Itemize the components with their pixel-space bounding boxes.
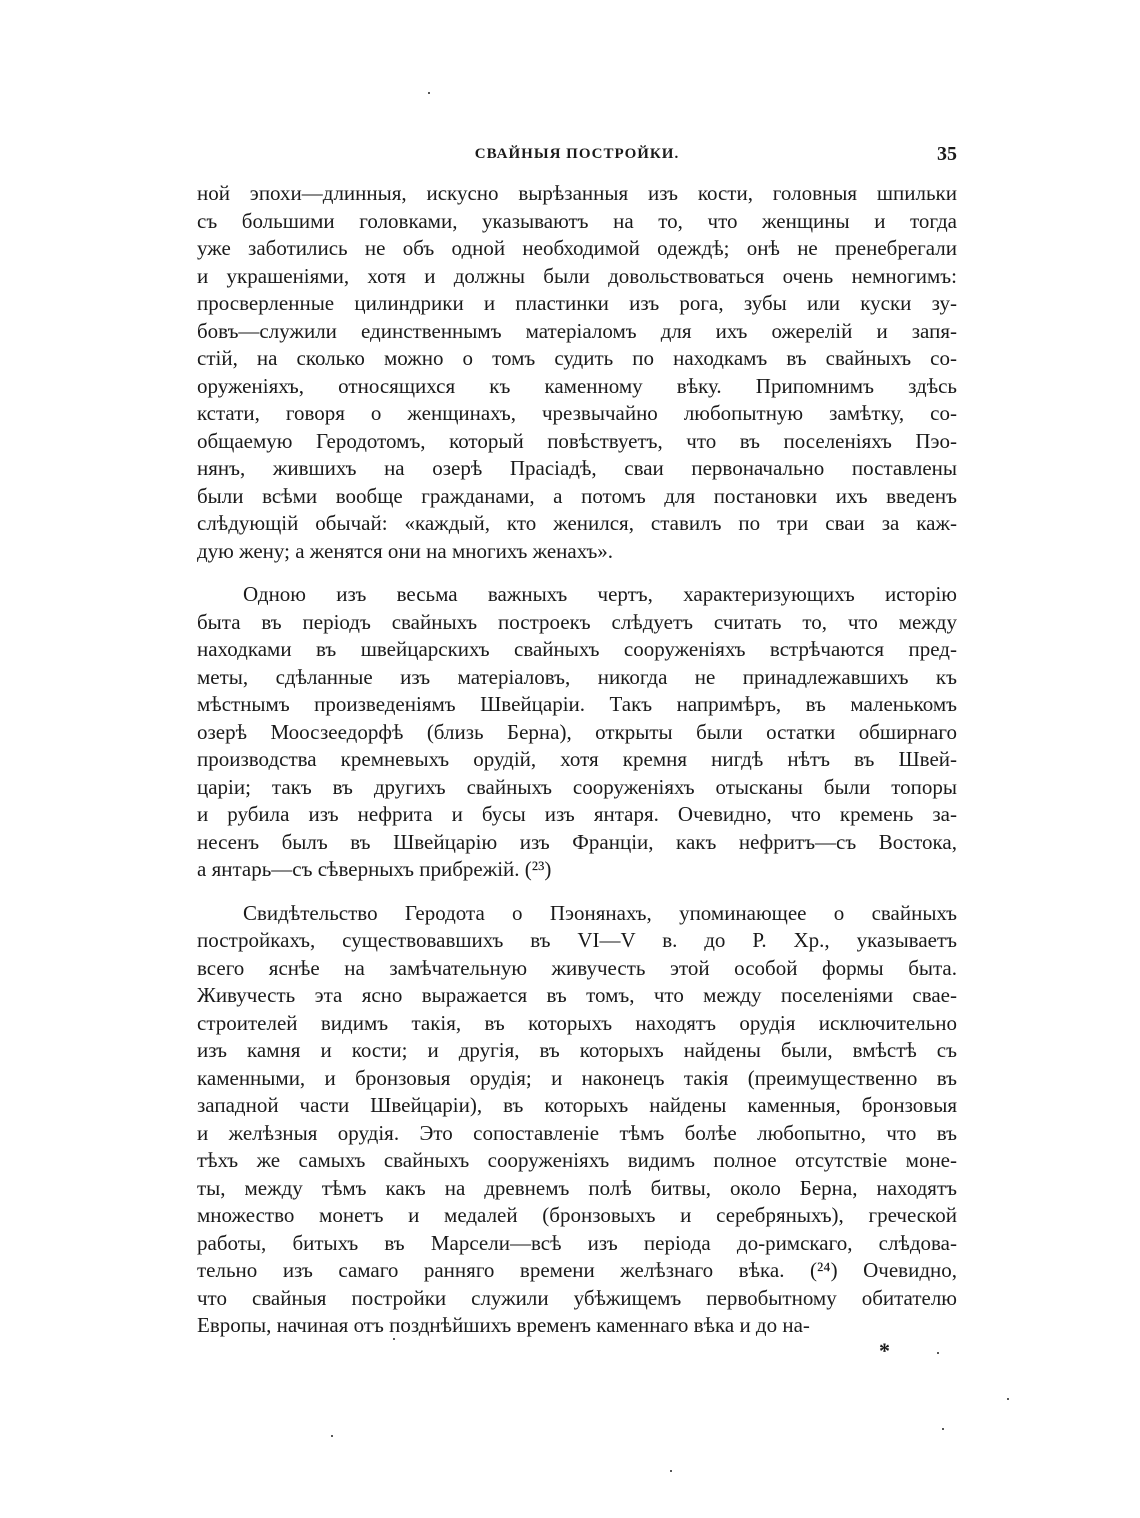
text-line: и украшеніями, хотя и должны были довольствоваться очень немногимъ:	[197, 263, 957, 288]
text-line: Живучесть эта ясно выражается въ томъ, что между поселеніями свае-	[197, 983, 957, 1007]
text-line: тѣхъ же самыхъ свайныхъ сооруженіяхъ видимъ полное отсутствіе моне-	[197, 1148, 957, 1172]
text-line: множество монетъ и медалей (бронзовыхъ и серебряныхъ), греческой	[197, 1203, 957, 1227]
text-line: Европы, начиная отъ позднѣйшихъ временъ каменнаго вѣка и до на-	[197, 1313, 810, 1337]
text-line: оруженіяхъ, относящихся къ каменному вѣку. Припомнимъ здѣсь	[197, 373, 957, 398]
text-line: всего яснѣе на замѣчательную живучесть этой особой формы быта.	[197, 955, 957, 980]
text-line: мѣстнымъ произведеніямъ Швейцаріи. Такъ напримѣръ, въ маленькомъ	[197, 692, 957, 716]
running-title: СВАЙНЫЯ ПОСТРОЙКИ.	[474, 146, 680, 162]
text-line: строителей видимъ такія, въ которыхъ находятъ орудія исключительно	[197, 1010, 957, 1035]
page-number: 35	[937, 143, 957, 165]
text-line: ной эпохи—длинныя, искусно вырѣзанныя изъ кости, головныя шпильки	[197, 181, 957, 205]
text-line: работы, битыхъ въ Марсели—всѣ изъ періода до-римскаго, слѣдова-	[197, 1230, 957, 1255]
text-line: просверленные цилиндрики и пластинки изъ рога, зубы или куски зу-	[197, 291, 957, 315]
text-line: и желѣзныя орудія. Это сопоставленіе тѣмъ болѣе любопытно, что въ	[197, 1120, 957, 1145]
text-line: дую жену; а женятся они на многихъ женахъ».	[197, 538, 614, 563]
paragraph-1	[197, 180, 957, 565]
paragraph-2	[197, 581, 957, 884]
text-line: стій, на сколько можно о томъ судить по находкамъ въ свайныхъ со-	[197, 346, 957, 370]
text-line: кстати, говоря о женщинахъ, чрезвычайно любопытную замѣтку, со-	[197, 401, 957, 425]
text-line: Свидѣтельство Геродота о Пэонянахъ, упоминающее о свайныхъ	[243, 900, 957, 925]
scan-speck	[1007, 1398, 1009, 1400]
text-line: и рубила изъ нефрита и бусы изъ янтаря. Очевидно, что кремень за-	[197, 802, 957, 826]
text-line: а янтарь—съ сѣверныхъ прибрежій. (²³)	[197, 857, 552, 881]
signature-mark: *	[879, 1338, 890, 1363]
text-line: несенъ былъ въ Швейцарію изъ Франціи, какъ нефритъ—съ Востока,	[197, 829, 957, 854]
scan-speck	[942, 1428, 944, 1430]
scan-speck	[331, 1435, 333, 1437]
text-line: Одною изъ весьма важныхъ чертъ, характеризующихъ исторію	[243, 582, 957, 606]
running-head	[197, 143, 957, 170]
text-line: слѣдующій обычай: «каждый, кто женился, ставилъ по три сваи за каж-	[197, 511, 957, 535]
text-line: западной части Швейцаріи), въ которыхъ найдены каменныя, бронзовыя	[197, 1093, 957, 1117]
text-line: находками въ швейцарскихъ свайныхъ сооруженіяхъ встрѣчаются пред-	[197, 637, 957, 661]
text-line: уже заботились не объ одной необходимой одеждѣ; онѣ не пренебрегали	[197, 236, 957, 260]
text-line: тельно изъ самаго ранняго времени желѣзнаго вѣка. (²⁴) Очевидно,	[197, 1258, 957, 1282]
paragraph-3	[197, 900, 957, 1340]
text-line: меты, сдѣланные изъ матеріаловъ, никогда не принадлежавшихъ къ	[197, 664, 957, 689]
text-line: царіи; такъ въ другихъ свайныхъ сооруженіяхъ отысканы были топоры	[197, 774, 957, 799]
text-line: что свайныя постройки служили убѣжищемъ первобытному обитателю	[197, 1285, 957, 1310]
text-line: съ большими головками, указываютъ на то, что женщины и тогда	[197, 208, 957, 233]
body-text	[197, 180, 957, 1340]
scan-speck	[670, 1470, 672, 1472]
text-line: производства кремневыхъ орудій, хотя кремня нигдѣ нѣтъ въ Швей-	[197, 747, 957, 771]
scan-speck	[428, 92, 430, 94]
text-line: озерѣ Моосзеедорфѣ (близь Берна), открыты были остатки обширнаго	[197, 719, 957, 744]
scan-speck	[937, 1352, 939, 1354]
text-line: изъ камня и кости; и другія, въ которыхъ найдены были, вмѣстѣ съ	[197, 1038, 957, 1062]
text-line: ты, между тѣмъ какъ на древнемъ полѣ битвы, около Берна, находятъ	[197, 1175, 957, 1200]
text-line: каменными, и бронзовыя орудія; и наконецъ такія (преимущественно въ	[197, 1065, 957, 1090]
text-line: общаемую Геродотомъ, который повѣствуетъ, что въ поселеніяхъ Пэо-	[197, 428, 957, 453]
text-line: постройкахъ, существовавшихъ въ VI—V в. до Р. Хр., указываетъ	[197, 928, 957, 952]
text-line: бовъ—служили единственнымъ матеріаломъ для ихъ ожерелій и запя-	[197, 318, 957, 343]
text-line: быта въ періодъ свайныхъ построекъ слѣдуетъ считать то, что между	[197, 609, 957, 634]
scan-speck	[393, 1338, 395, 1340]
text-line: были всѣми вообще гражданами, а потомъ для постановки ихъ введенъ	[197, 483, 957, 508]
text-line: нянъ, жившихъ на озерѣ Прасіадѣ, сваи первоначально поставлены	[197, 456, 957, 480]
